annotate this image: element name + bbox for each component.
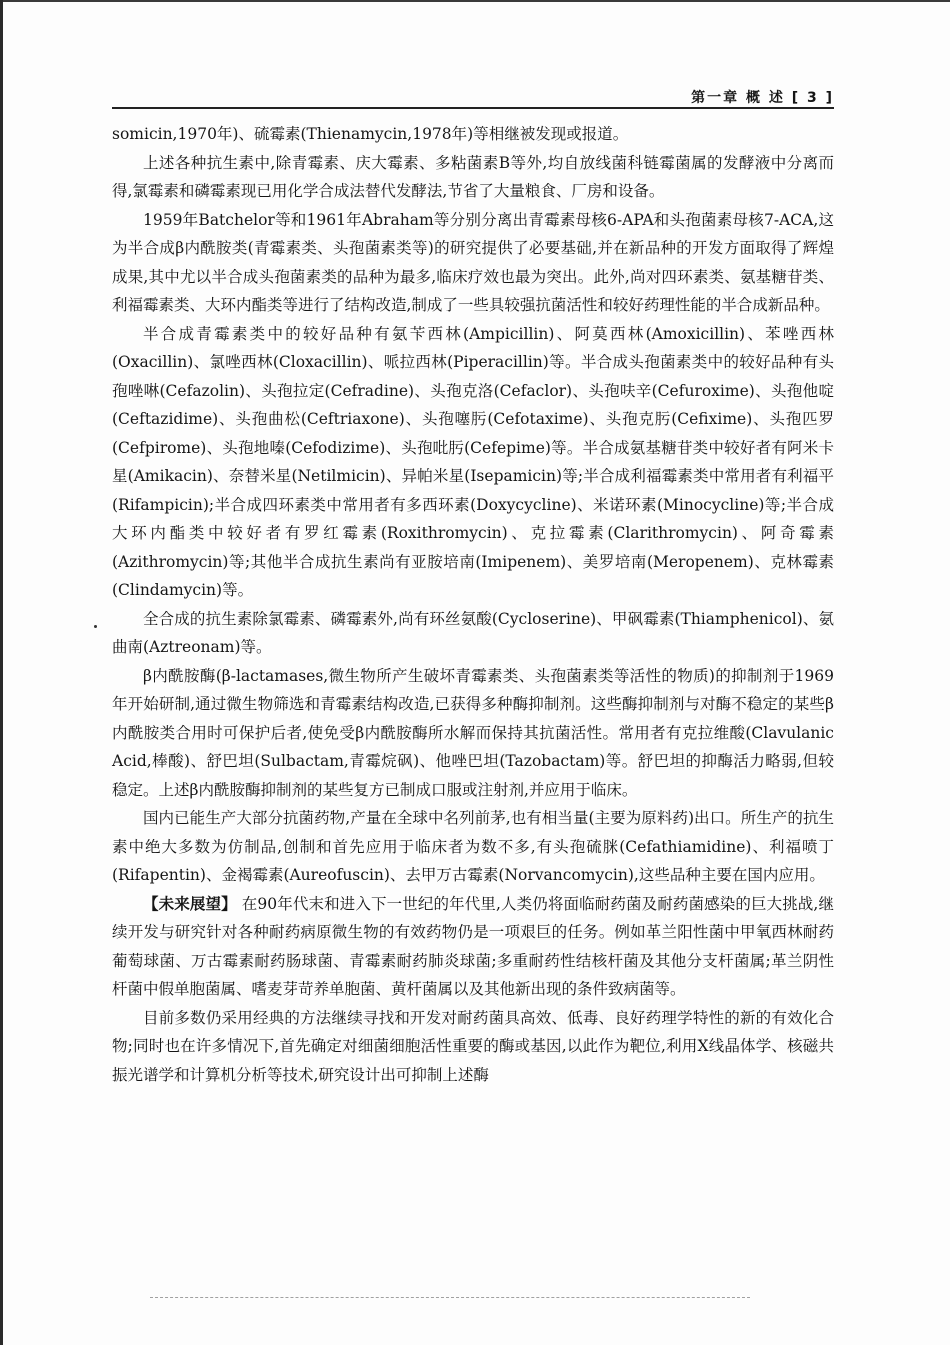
scan-top-edge — [0, 0, 950, 2]
margin-speck — [94, 625, 97, 628]
paragraph-fully-synthetic: 全合成的抗生素除氯霉素、磷霉素外,尚有环丝氨酸(Cycloserine)、甲砜霉素(Thiamphenicol)、氨曲南(Aztreonam)等。 — [112, 609, 834, 656]
footer-scan-artifact — [150, 1297, 750, 1301]
paragraph-sources: 上述各种抗生素中,除青霉素、庆大霉素、多粘菌素B等外,均自放线菌科链霉菌属的发酵液中分离而得,氯霉素和磷霉素现已用化学合成法替代发酵法,节省了大量粮食、厂房和设备。 — [112, 153, 834, 200]
paragraph-current-approaches: 目前多数仍采用经典的方法继续寻找和开发对耐药菌具高效、低毒、良好药理学特性的新的有效化合物;同时也在许多情况下,首先确定对细菌细胞活性重要的酶或基因,以此作为靶位,利用X线晶体学、核磁共振光谱学和计算机分析等技术,研究设计出可抑制上述酶 — [112, 1008, 834, 1084]
paragraph-continuation: somicin,1970年)、硫霉素(Thienamycin,1978年)等相继被发现或报道。 — [112, 125, 629, 143]
running-title: 第一章 概 述 [ 3 ] — [691, 90, 834, 106]
outlook-label: 【未来展望】 — [143, 893, 237, 913]
body-text — [112, 120, 834, 1089]
paragraph-domestic-production: 国内已能生产大部分抗菌药物,产量在全球中名列前茅,也有相当量(主要为原料药)出口。所生产的抗生素中绝大多数为仿制品,创制和首先应用于临床者为数不多,有头孢硫脒(Cefathiamidine)、利福喷丁(Rifapentin)、金褐霉素(Aureofuscin)、去甲万古霉素(Norvancomycin),这些品种主要在国内应用。 — [112, 809, 834, 884]
header-rule — [112, 107, 834, 109]
paragraph-semisynthetic-products: 半合成青霉素类中的较好品种有氨苄西林(Ampicillin)、阿莫西林(Amoxicillin)、苯唑西林(Oxacillin)、氯唑西林(Cloxacillin)、哌拉西林(Piperacillin)等。半合成头孢菌素类中的较好品种有头孢唑啉(Cefazolin)、头孢拉定(Cefradine)、头孢克洛(Cefaclor)、头孢呋辛(Cefuroxime)、头孢他啶(Ceftazidime)、头孢曲松(Ceftriaxone)、头孢噻肟(Cefotaxime)、头孢克肟(Cefixime)、头孢匹罗(Cefpirome)、头孢地嗪(Cefodizime)、头孢吡肟(Cefepime)等。半合成氨基糖苷类中较好者有阿米卡星(Amikacin)、奈替米星(Netilmicin)、异帕米星(Isepamicin)等;半合成利福霉素类中常用者有利福平(Rifampicin);半合成四环素类中常用者有多西环素(Doxycycline)、米诺环素(Minocycline)等;半合成大环内酯类中较好者有罗红霉素(Roxithromycin)、克拉霉素(Clarithromycin)、阿奇霉素(Azithromycin)等;其他半合成抗生素尚有亚胺培南(Imipenem)、美罗培南(Meropenem)、克林霉素(Clindamycin)等。 — [112, 324, 834, 599]
paragraph-semisynthetic-history: 1959年Batchelor等和1961年Abraham等分别分离出青霉素母核6-APA和头孢菌素母核7-ACA,这为半合成β内酰胺类(青霉素类、头孢菌素类等)的研究提供了必要基础,并在新品种的开发方面取得了辉煌成果,其中尤以半合成头孢菌素类的品种为最多,临床疗效也最为突出。此外,尚对四环素类、氨基糖苷类、利福霉素类、大环内酯类等进行了结构改造,制成了一些具较强抗菌活性和较好药理性能的半合成新品种。 — [112, 210, 834, 314]
paragraph-beta-lactamase-inhibitors: β内酰胺酶(β-lactamases,微生物所产生破坏青霉素类、头孢菌素类等活性的物质)的抑制剂于1969年开始研制,通过微生物筛选和青霉素结构改造,已获得多种酶抑制剂。这些酶抑制剂与对酶不稳定的某些β内酰胺类合用时可保护后者,使免受β内酰胺酶所水解而保持其抗菌活性。常用者有克拉维酸(Clavulanic Acid,棒酸)、舒巴坦(Sulbactam,青霉烷砜)、他唑巴坦(Tazobactam)等。舒巴坦的抑酶活力略弱,但较稳定。上述β内酰胺酶抑制剂的某些复方已制成口服或注射剂,并应用于临床。 — [112, 666, 834, 799]
scan-left-edge — [0, 0, 3, 1345]
outlook-text: 在90年代末和进入下一世纪的年代里,人类仍将面临耐药菌及耐药菌感染的巨大挑战,继续开发与研究针对各种耐药病原微生物的有效药物仍是一项艰巨的任务。例如革兰阳性菌中甲氧西林耐药葡萄球菌、万古霉素耐药肠球菌、青霉素耐药肺炎球菌;多重耐药性结核杆菌及其他分支杆菌属;革兰阴性杆菌中假单胞菌属、嗜麦芽苛养单胞菌、黄杆菌属以及其他新出现的条件致病菌等。 — [112, 894, 834, 998]
running-header — [112, 84, 834, 108]
paragraph-future-outlook — [112, 890, 834, 1004]
